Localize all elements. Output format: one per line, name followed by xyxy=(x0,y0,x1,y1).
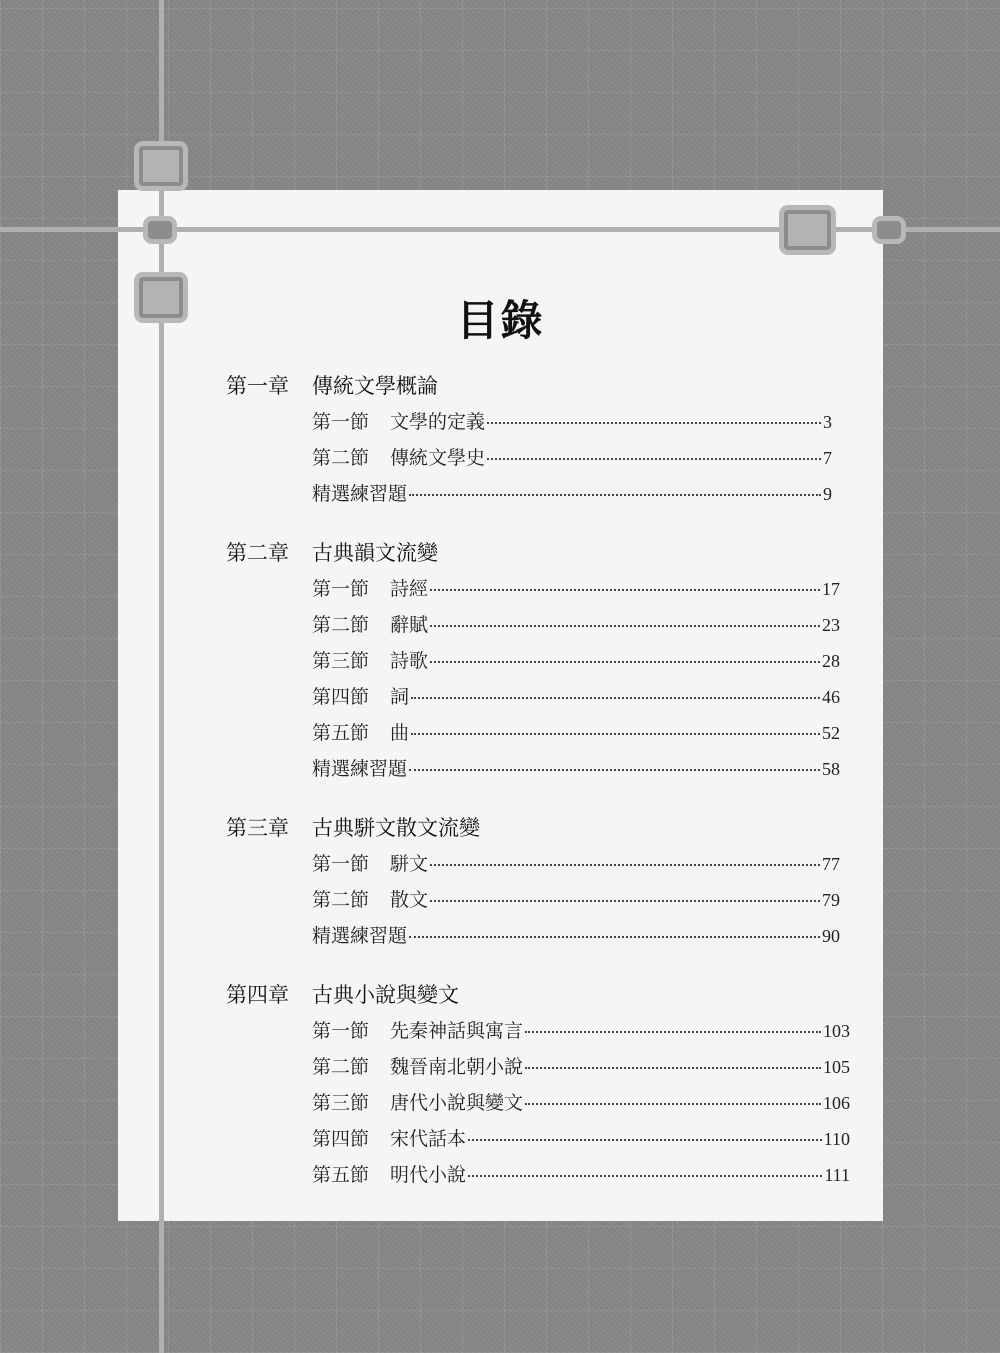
page-number: 110 xyxy=(823,1129,850,1149)
section-title: 精選練習題 xyxy=(312,758,408,780)
section-label: 第二節 xyxy=(312,1056,370,1078)
page-number: 90 xyxy=(822,926,840,946)
page-number: 46 xyxy=(822,687,840,707)
toc-entry[interactable] xyxy=(312,610,840,636)
chapter-heading[interactable] xyxy=(226,370,438,400)
toc-entry[interactable] xyxy=(312,682,840,708)
dot-leader xyxy=(409,936,820,938)
dot-leader xyxy=(411,697,820,699)
section-title: 魏晉南北朝小說 xyxy=(390,1056,524,1078)
page-number: 28 xyxy=(822,651,840,671)
chapter-title: 古典韻文流變 xyxy=(312,541,438,565)
section-title: 詩歌 xyxy=(390,650,429,672)
toc-entry[interactable] xyxy=(312,1016,850,1042)
section-title: 辭賦 xyxy=(390,614,429,636)
section-label: 第一節 xyxy=(312,411,370,433)
dot-leader xyxy=(430,864,820,866)
chapter-heading[interactable] xyxy=(226,979,459,1009)
toc-entry[interactable] xyxy=(312,479,832,505)
section-title: 傳統文學史 xyxy=(390,447,486,469)
decorative-square-icon xyxy=(872,216,906,244)
section-label: 第二節 xyxy=(312,447,370,469)
chapter-heading[interactable] xyxy=(226,537,438,567)
section-label: 第一節 xyxy=(312,853,370,875)
toc-entry[interactable] xyxy=(312,1088,850,1114)
section-title: 精選練習題 xyxy=(312,483,408,505)
page-title: 目錄 xyxy=(456,296,545,345)
page-number: 3 xyxy=(823,412,832,432)
page-number: 58 xyxy=(822,759,840,779)
toc-entry[interactable] xyxy=(312,1052,850,1078)
decorative-vertical-line xyxy=(159,0,164,1353)
toc-entry[interactable] xyxy=(312,407,832,433)
page-number: 111 xyxy=(824,1165,850,1185)
page-number: 17 xyxy=(822,579,840,599)
chapter-title: 古典小說與變文 xyxy=(312,983,459,1007)
chapter-title: 傳統文學概論 xyxy=(312,374,438,398)
section-title: 宋代話本 xyxy=(390,1128,467,1150)
page-number: 52 xyxy=(822,723,840,743)
section-title: 唐代小說與變文 xyxy=(390,1092,524,1114)
toc-entry[interactable] xyxy=(312,885,840,911)
section-title: 詩經 xyxy=(390,578,429,600)
dot-leader xyxy=(525,1031,821,1033)
decorative-square-icon xyxy=(134,141,188,191)
chapter-label: 第四章 xyxy=(226,983,289,1007)
section-label: 第三節 xyxy=(312,1092,370,1114)
dot-leader xyxy=(525,1067,821,1069)
page-number: 7 xyxy=(823,448,832,468)
section-label: 第三節 xyxy=(312,650,370,672)
toc-entry[interactable] xyxy=(312,718,840,744)
section-label: 第一節 xyxy=(312,1020,370,1042)
chapter-label: 第三章 xyxy=(226,816,289,840)
dot-leader xyxy=(525,1103,821,1105)
page-number: 103 xyxy=(823,1021,850,1041)
dot-leader xyxy=(468,1175,822,1177)
section-title: 散文 xyxy=(390,889,429,911)
section-label: 第五節 xyxy=(312,1164,370,1186)
page-number: 105 xyxy=(823,1057,850,1077)
section-title: 明代小說 xyxy=(390,1164,467,1186)
decorative-square-icon xyxy=(779,205,836,255)
section-title: 駢文 xyxy=(390,853,429,875)
section-label: 第二節 xyxy=(312,889,370,911)
toc-entry[interactable] xyxy=(312,1160,850,1186)
dot-leader xyxy=(468,1139,822,1141)
dot-leader xyxy=(430,900,820,902)
toc-entry[interactable] xyxy=(312,443,832,469)
section-title: 先秦神話與寓言 xyxy=(390,1020,524,1042)
toc-entry[interactable] xyxy=(312,754,840,780)
page-number: 79 xyxy=(822,890,840,910)
chapter-heading[interactable] xyxy=(226,812,480,842)
dot-leader xyxy=(430,625,820,627)
page-number: 23 xyxy=(822,615,840,635)
dot-leader xyxy=(487,458,821,460)
page-number: 106 xyxy=(823,1093,850,1113)
chapter-title: 古典駢文散文流變 xyxy=(312,816,480,840)
toc-entry[interactable] xyxy=(312,921,840,947)
dot-leader xyxy=(487,422,821,424)
section-label: 第一節 xyxy=(312,578,370,600)
section-title: 詞 xyxy=(390,686,410,708)
chapter-label: 第二章 xyxy=(226,541,289,565)
dot-leader xyxy=(409,494,821,496)
decorative-square-icon xyxy=(143,216,177,244)
dot-leader xyxy=(430,589,820,591)
dot-leader xyxy=(411,733,820,735)
page-number: 9 xyxy=(823,484,832,504)
dot-leader xyxy=(409,769,820,771)
toc-entry[interactable] xyxy=(312,646,840,672)
toc-entry[interactable] xyxy=(312,849,840,875)
section-title: 精選練習題 xyxy=(312,925,408,947)
section-title: 曲 xyxy=(390,722,410,744)
section-label: 第五節 xyxy=(312,722,370,744)
chapter-label: 第一章 xyxy=(226,374,289,398)
toc-entry[interactable] xyxy=(312,574,840,600)
section-label: 第四節 xyxy=(312,1128,370,1150)
dot-leader xyxy=(430,661,820,663)
section-label: 第四節 xyxy=(312,686,370,708)
section-title: 文學的定義 xyxy=(390,411,486,433)
page-number: 77 xyxy=(822,854,840,874)
section-label: 第二節 xyxy=(312,614,370,636)
toc-entry[interactable] xyxy=(312,1124,850,1150)
